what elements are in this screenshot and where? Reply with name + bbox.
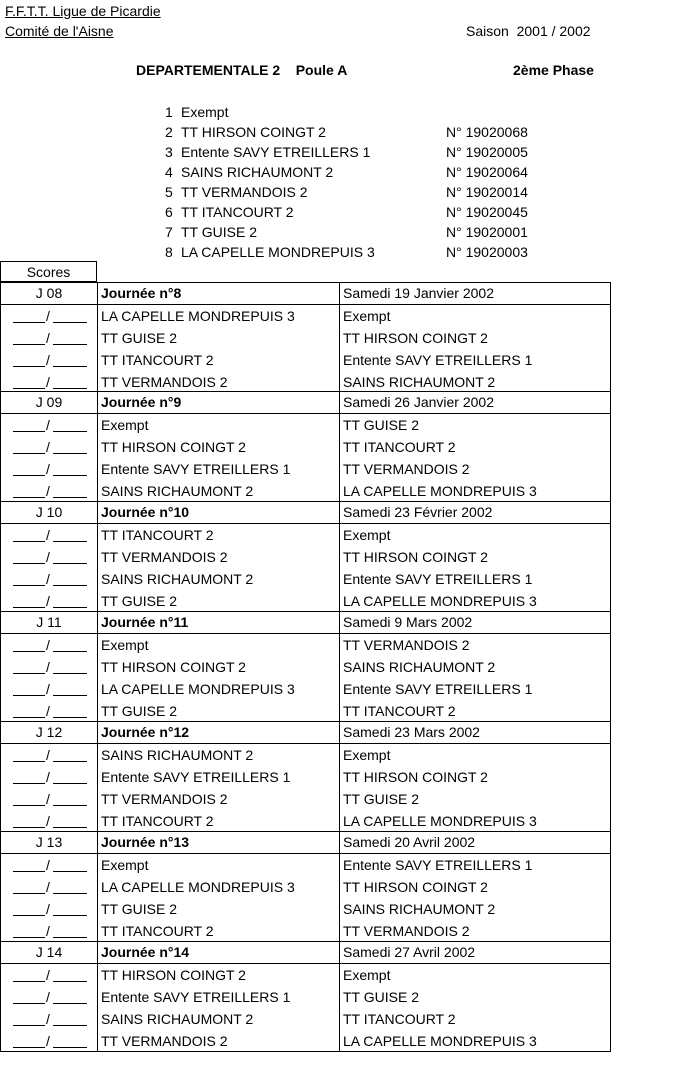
match-row xyxy=(1,480,610,502)
round-code: J 12 xyxy=(35,724,63,740)
team-number: 4 xyxy=(165,164,173,180)
score-separator: / xyxy=(46,461,50,477)
away-team: TT ITANCOURT 2 xyxy=(343,439,456,455)
round-date: Samedi 27 Avril 2002 xyxy=(343,944,476,960)
home-score-blank[interactable] xyxy=(13,915,45,916)
away-score-blank[interactable] xyxy=(53,783,87,784)
away-team: LA CAPELLE MONDREPUIS 3 xyxy=(343,1033,537,1049)
round-block xyxy=(0,612,611,722)
score-field[interactable] xyxy=(13,854,87,876)
match-row xyxy=(1,700,610,722)
round-date: Samedi 9 Mars 2002 xyxy=(343,614,473,630)
round-header xyxy=(1,832,610,854)
score-field[interactable] xyxy=(13,458,87,480)
away-team: Entente SAVY ETREILLERS 1 xyxy=(343,857,533,873)
round-title: Journée n°12 xyxy=(101,724,190,740)
score-separator: / xyxy=(46,549,50,565)
home-score-blank[interactable] xyxy=(13,827,45,828)
score-separator: / xyxy=(46,439,50,455)
home-score-blank[interactable] xyxy=(13,981,45,982)
home-team: SAINS RICHAUMONT 2 xyxy=(101,483,254,499)
away-score-blank[interactable] xyxy=(53,563,87,564)
match-row xyxy=(1,590,610,612)
round-header xyxy=(1,392,610,414)
team-id: N° 19020001 xyxy=(446,224,528,240)
away-score-blank[interactable] xyxy=(53,717,87,718)
round-code: J 11 xyxy=(36,614,62,630)
match-row xyxy=(1,678,610,700)
score-field[interactable] xyxy=(13,964,87,986)
away-score-blank[interactable] xyxy=(53,761,87,762)
score-field[interactable] xyxy=(13,1008,87,1030)
home-team: Exempt xyxy=(101,637,149,653)
score-separator: / xyxy=(46,483,50,499)
match-row xyxy=(1,854,610,876)
away-score-blank[interactable] xyxy=(53,651,87,652)
home-team: TT GUISE 2 xyxy=(101,330,177,346)
home-team: TT GUISE 2 xyxy=(101,703,177,719)
round-code: J 08 xyxy=(35,285,63,301)
home-score-blank[interactable] xyxy=(13,366,45,367)
round-date: Samedi 20 Avril 2002 xyxy=(343,834,476,850)
round-title: Journée n°11 xyxy=(101,614,189,630)
home-team: Entente SAVY ETREILLERS 1 xyxy=(101,989,291,1005)
score-separator: / xyxy=(46,637,50,653)
away-score-blank[interactable] xyxy=(53,475,87,476)
home-team: SAINS RICHAUMONT 2 xyxy=(101,571,254,587)
match-row xyxy=(1,656,610,678)
away-team: Entente SAVY ETREILLERS 1 xyxy=(343,681,533,697)
score-field[interactable] xyxy=(13,986,87,1008)
home-score-blank[interactable] xyxy=(13,541,45,542)
home-score-blank[interactable] xyxy=(13,1025,45,1026)
away-score-blank[interactable] xyxy=(53,1047,87,1048)
away-team: LA CAPELLE MONDREPUIS 3 xyxy=(343,483,537,499)
score-separator: / xyxy=(46,593,50,609)
score-separator: / xyxy=(46,791,50,807)
federation-title: F.F.T.T. Ligue de Picardie xyxy=(5,3,161,19)
away-score-blank[interactable] xyxy=(53,607,87,608)
score-separator: / xyxy=(46,681,50,697)
round-header xyxy=(1,612,610,634)
match-row xyxy=(1,876,610,898)
home-score-blank[interactable] xyxy=(13,717,45,718)
match-row xyxy=(1,766,610,788)
round-block xyxy=(0,392,611,502)
round-title: Journée n°10 xyxy=(101,504,190,520)
away-team: SAINS RICHAUMONT 2 xyxy=(343,901,496,917)
score-separator: / xyxy=(46,417,50,433)
home-score-blank[interactable] xyxy=(13,695,45,696)
score-field[interactable] xyxy=(13,349,87,371)
away-team: TT GUISE 2 xyxy=(343,417,419,433)
score-field[interactable] xyxy=(13,414,87,436)
home-team: TT ITANCOURT 2 xyxy=(101,923,214,939)
home-score-blank[interactable] xyxy=(13,1047,45,1048)
home-score-blank[interactable] xyxy=(13,344,45,345)
home-score-blank[interactable] xyxy=(13,651,45,652)
away-team: TT GUISE 2 xyxy=(343,791,419,807)
team-number: 8 xyxy=(165,244,173,260)
match-row xyxy=(1,964,610,986)
score-separator: / xyxy=(46,703,50,719)
score-field[interactable] xyxy=(13,546,87,568)
schedule-grid xyxy=(0,282,611,1052)
score-separator: / xyxy=(46,769,50,785)
round-block xyxy=(0,502,611,612)
score-separator: / xyxy=(46,747,50,763)
round-date: Samedi 23 Février 2002 xyxy=(343,504,493,520)
away-score-blank[interactable] xyxy=(53,1025,87,1026)
away-score-blank[interactable] xyxy=(53,585,87,586)
score-field[interactable] xyxy=(13,305,87,327)
round-block xyxy=(0,282,611,392)
away-team: LA CAPELLE MONDREPUIS 3 xyxy=(343,593,537,609)
away-team: SAINS RICHAUMONT 2 xyxy=(343,374,496,390)
round-code: J 09 xyxy=(35,394,63,410)
round-code: J 14 xyxy=(35,944,63,960)
committee-title: Comité de l'Aisne xyxy=(5,23,114,39)
away-score-blank[interactable] xyxy=(53,322,87,323)
away-score-blank[interactable] xyxy=(53,497,87,498)
score-field[interactable] xyxy=(13,371,87,393)
round-header xyxy=(1,722,610,744)
score-field[interactable] xyxy=(13,436,87,458)
round-header xyxy=(1,502,610,524)
home-team: LA CAPELLE MONDREPUIS 3 xyxy=(101,308,295,324)
match-row xyxy=(1,568,610,590)
away-score-blank[interactable] xyxy=(53,453,87,454)
score-separator: / xyxy=(46,1033,50,1049)
home-score-blank[interactable] xyxy=(13,563,45,564)
away-score-blank[interactable] xyxy=(53,344,87,345)
home-team: Exempt xyxy=(101,417,149,433)
home-team: TT HIRSON COINGT 2 xyxy=(101,967,246,983)
match-row xyxy=(1,986,610,1008)
home-score-blank[interactable] xyxy=(13,871,45,872)
away-score-blank[interactable] xyxy=(53,695,87,696)
match-row xyxy=(1,920,610,942)
home-team: TT ITANCOURT 2 xyxy=(101,813,214,829)
team-id: N° 19020014 xyxy=(446,184,528,200)
team-number: 6 xyxy=(165,204,173,220)
away-score-blank[interactable] xyxy=(53,915,87,916)
round-date: Samedi 19 Janvier 2002 xyxy=(343,285,494,301)
team-name: TT VERMANDOIS 2 xyxy=(181,184,308,200)
home-score-blank[interactable] xyxy=(13,497,45,498)
away-score-blank[interactable] xyxy=(53,871,87,872)
home-score-blank[interactable] xyxy=(13,453,45,454)
home-team: SAINS RICHAUMONT 2 xyxy=(101,1011,254,1027)
score-field[interactable] xyxy=(13,700,87,722)
away-score-blank[interactable] xyxy=(53,431,87,432)
away-score-blank[interactable] xyxy=(53,388,87,389)
away-team: TT VERMANDOIS 2 xyxy=(343,461,470,477)
home-score-blank[interactable] xyxy=(13,893,45,894)
home-team: TT GUISE 2 xyxy=(101,593,177,609)
home-team: SAINS RICHAUMONT 2 xyxy=(101,747,254,763)
away-team: TT GUISE 2 xyxy=(343,989,419,1005)
score-field[interactable] xyxy=(13,568,87,590)
home-score-blank[interactable] xyxy=(13,673,45,674)
score-separator: / xyxy=(46,879,50,895)
score-separator: / xyxy=(46,901,50,917)
home-score-blank[interactable] xyxy=(13,761,45,762)
round-title: Journée n°13 xyxy=(101,834,190,850)
away-team: TT VERMANDOIS 2 xyxy=(343,923,470,939)
team-name: SAINS RICHAUMONT 2 xyxy=(181,164,334,180)
home-team: Entente SAVY ETREILLERS 1 xyxy=(101,461,291,477)
match-row xyxy=(1,634,610,656)
home-team: Exempt xyxy=(101,857,149,873)
score-separator: / xyxy=(46,330,50,346)
match-row xyxy=(1,371,610,393)
away-team: LA CAPELLE MONDREPUIS 3 xyxy=(343,813,537,829)
round-title: Journée n°14 xyxy=(101,944,190,960)
score-separator: / xyxy=(46,352,50,368)
scores-header: Scores xyxy=(0,261,97,282)
team-id: N° 19020064 xyxy=(446,164,528,180)
score-separator: / xyxy=(46,527,50,543)
home-team: TT HIRSON COINGT 2 xyxy=(101,659,246,675)
team-name: LA CAPELLE MONDREPUIS 3 xyxy=(181,244,375,260)
away-team: SAINS RICHAUMONT 2 xyxy=(343,659,496,675)
score-separator: / xyxy=(46,923,50,939)
score-field[interactable] xyxy=(13,766,87,788)
round-header xyxy=(1,283,610,305)
home-team: TT VERMANDOIS 2 xyxy=(101,1033,228,1049)
match-row xyxy=(1,788,610,810)
home-team: TT ITANCOURT 2 xyxy=(101,352,214,368)
match-row xyxy=(1,458,610,480)
match-row xyxy=(1,744,610,766)
home-team: TT VERMANDOIS 2 xyxy=(101,791,228,807)
home-team: TT GUISE 2 xyxy=(101,901,177,917)
team-number: 5 xyxy=(165,184,173,200)
away-score-blank[interactable] xyxy=(53,893,87,894)
season-label: Saison 2001 / 2002 xyxy=(466,23,591,39)
score-separator: / xyxy=(46,1011,50,1027)
score-field[interactable] xyxy=(13,678,87,700)
away-score-blank[interactable] xyxy=(53,673,87,674)
score-field[interactable] xyxy=(13,590,87,612)
home-team: LA CAPELLE MONDREPUIS 3 xyxy=(101,681,295,697)
away-team: Exempt xyxy=(343,308,391,324)
match-row xyxy=(1,810,610,832)
team-id: N° 19020068 xyxy=(446,124,528,140)
away-team: TT HIRSON COINGT 2 xyxy=(343,879,488,895)
team-name: TT ITANCOURT 2 xyxy=(181,204,294,220)
score-separator: / xyxy=(46,308,50,324)
away-team: TT HIRSON COINGT 2 xyxy=(343,769,488,785)
home-score-blank[interactable] xyxy=(13,475,45,476)
team-number: 3 xyxy=(165,144,173,160)
round-block xyxy=(0,942,611,1052)
score-separator: / xyxy=(46,571,50,587)
away-team: TT HIRSON COINGT 2 xyxy=(343,549,488,565)
round-title: Journée n°8 xyxy=(101,285,182,301)
round-date: Samedi 23 Mars 2002 xyxy=(343,724,480,740)
score-separator: / xyxy=(46,813,50,829)
away-score-blank[interactable] xyxy=(53,366,87,367)
score-field[interactable] xyxy=(13,327,87,349)
away-team: TT HIRSON COINGT 2 xyxy=(343,330,488,346)
score-separator: / xyxy=(46,374,50,390)
score-separator: / xyxy=(46,989,50,1005)
away-score-blank[interactable] xyxy=(53,1003,87,1004)
round-title: Journée n°9 xyxy=(101,394,182,410)
home-score-blank[interactable] xyxy=(13,322,45,323)
score-field[interactable] xyxy=(13,1030,87,1052)
match-row xyxy=(1,524,610,546)
home-team: LA CAPELLE MONDREPUIS 3 xyxy=(101,879,295,895)
score-field[interactable] xyxy=(13,898,87,920)
score-separator: / xyxy=(46,967,50,983)
score-field[interactable] xyxy=(13,876,87,898)
team-id: N° 19020005 xyxy=(446,144,528,160)
score-field[interactable] xyxy=(13,810,87,832)
away-team: Exempt xyxy=(343,527,391,543)
team-number: 2 xyxy=(165,124,173,140)
round-date: Samedi 26 Janvier 2002 xyxy=(343,394,494,410)
match-row xyxy=(1,546,610,568)
home-team: TT ITANCOURT 2 xyxy=(101,527,214,543)
round-header xyxy=(1,942,610,964)
home-score-blank[interactable] xyxy=(13,805,45,806)
team-number: 7 xyxy=(165,224,173,240)
home-team: TT VERMANDOIS 2 xyxy=(101,374,228,390)
away-team: Entente SAVY ETREILLERS 1 xyxy=(343,352,533,368)
away-score-blank[interactable] xyxy=(53,981,87,982)
home-score-blank[interactable] xyxy=(13,1003,45,1004)
home-team: Entente SAVY ETREILLERS 1 xyxy=(101,769,291,785)
match-row xyxy=(1,898,610,920)
away-team: TT ITANCOURT 2 xyxy=(343,703,456,719)
home-team: TT VERMANDOIS 2 xyxy=(101,549,228,565)
match-row xyxy=(1,414,610,436)
team-name: Entente SAVY ETREILLERS 1 xyxy=(181,144,371,160)
away-team: TT VERMANDOIS 2 xyxy=(343,637,470,653)
score-field[interactable] xyxy=(13,656,87,678)
team-id: N° 19020045 xyxy=(446,204,528,220)
away-score-blank[interactable] xyxy=(53,827,87,828)
home-score-blank[interactable] xyxy=(13,607,45,608)
score-field[interactable] xyxy=(13,634,87,656)
score-field[interactable] xyxy=(13,788,87,810)
score-field[interactable] xyxy=(13,524,87,546)
away-team: Exempt xyxy=(343,967,391,983)
match-row xyxy=(1,1030,610,1052)
home-score-blank[interactable] xyxy=(13,783,45,784)
away-score-blank[interactable] xyxy=(53,937,87,938)
team-name: TT HIRSON COINGT 2 xyxy=(181,124,326,140)
team-id: N° 19020003 xyxy=(446,244,528,260)
match-row xyxy=(1,1008,610,1030)
round-block xyxy=(0,722,611,832)
match-row xyxy=(1,436,610,458)
division-title: DEPARTEMENTALE 2 Poule A xyxy=(136,62,348,78)
away-team: Entente SAVY ETREILLERS 1 xyxy=(343,571,533,587)
phase-label: 2ème Phase xyxy=(513,62,594,78)
round-block xyxy=(0,832,611,942)
team-number: 1 xyxy=(165,104,173,120)
round-code: J 13 xyxy=(35,834,63,850)
away-score-blank[interactable] xyxy=(53,805,87,806)
score-field[interactable] xyxy=(13,744,87,766)
away-score-blank[interactable] xyxy=(53,541,87,542)
away-team: Exempt xyxy=(343,747,391,763)
score-field[interactable] xyxy=(13,920,87,942)
score-field[interactable] xyxy=(13,480,87,502)
score-separator: / xyxy=(46,659,50,675)
home-score-blank[interactable] xyxy=(13,388,45,389)
home-score-blank[interactable] xyxy=(13,431,45,432)
home-score-blank[interactable] xyxy=(13,937,45,938)
score-separator: / xyxy=(46,857,50,873)
match-row xyxy=(1,327,610,349)
round-code: J 10 xyxy=(35,504,63,520)
team-name: Exempt xyxy=(181,104,229,120)
match-row xyxy=(1,305,610,327)
team-name: TT GUISE 2 xyxy=(181,224,257,240)
away-team: TT ITANCOURT 2 xyxy=(343,1011,456,1027)
home-score-blank[interactable] xyxy=(13,585,45,586)
home-team: TT HIRSON COINGT 2 xyxy=(101,439,246,455)
match-row xyxy=(1,349,610,371)
